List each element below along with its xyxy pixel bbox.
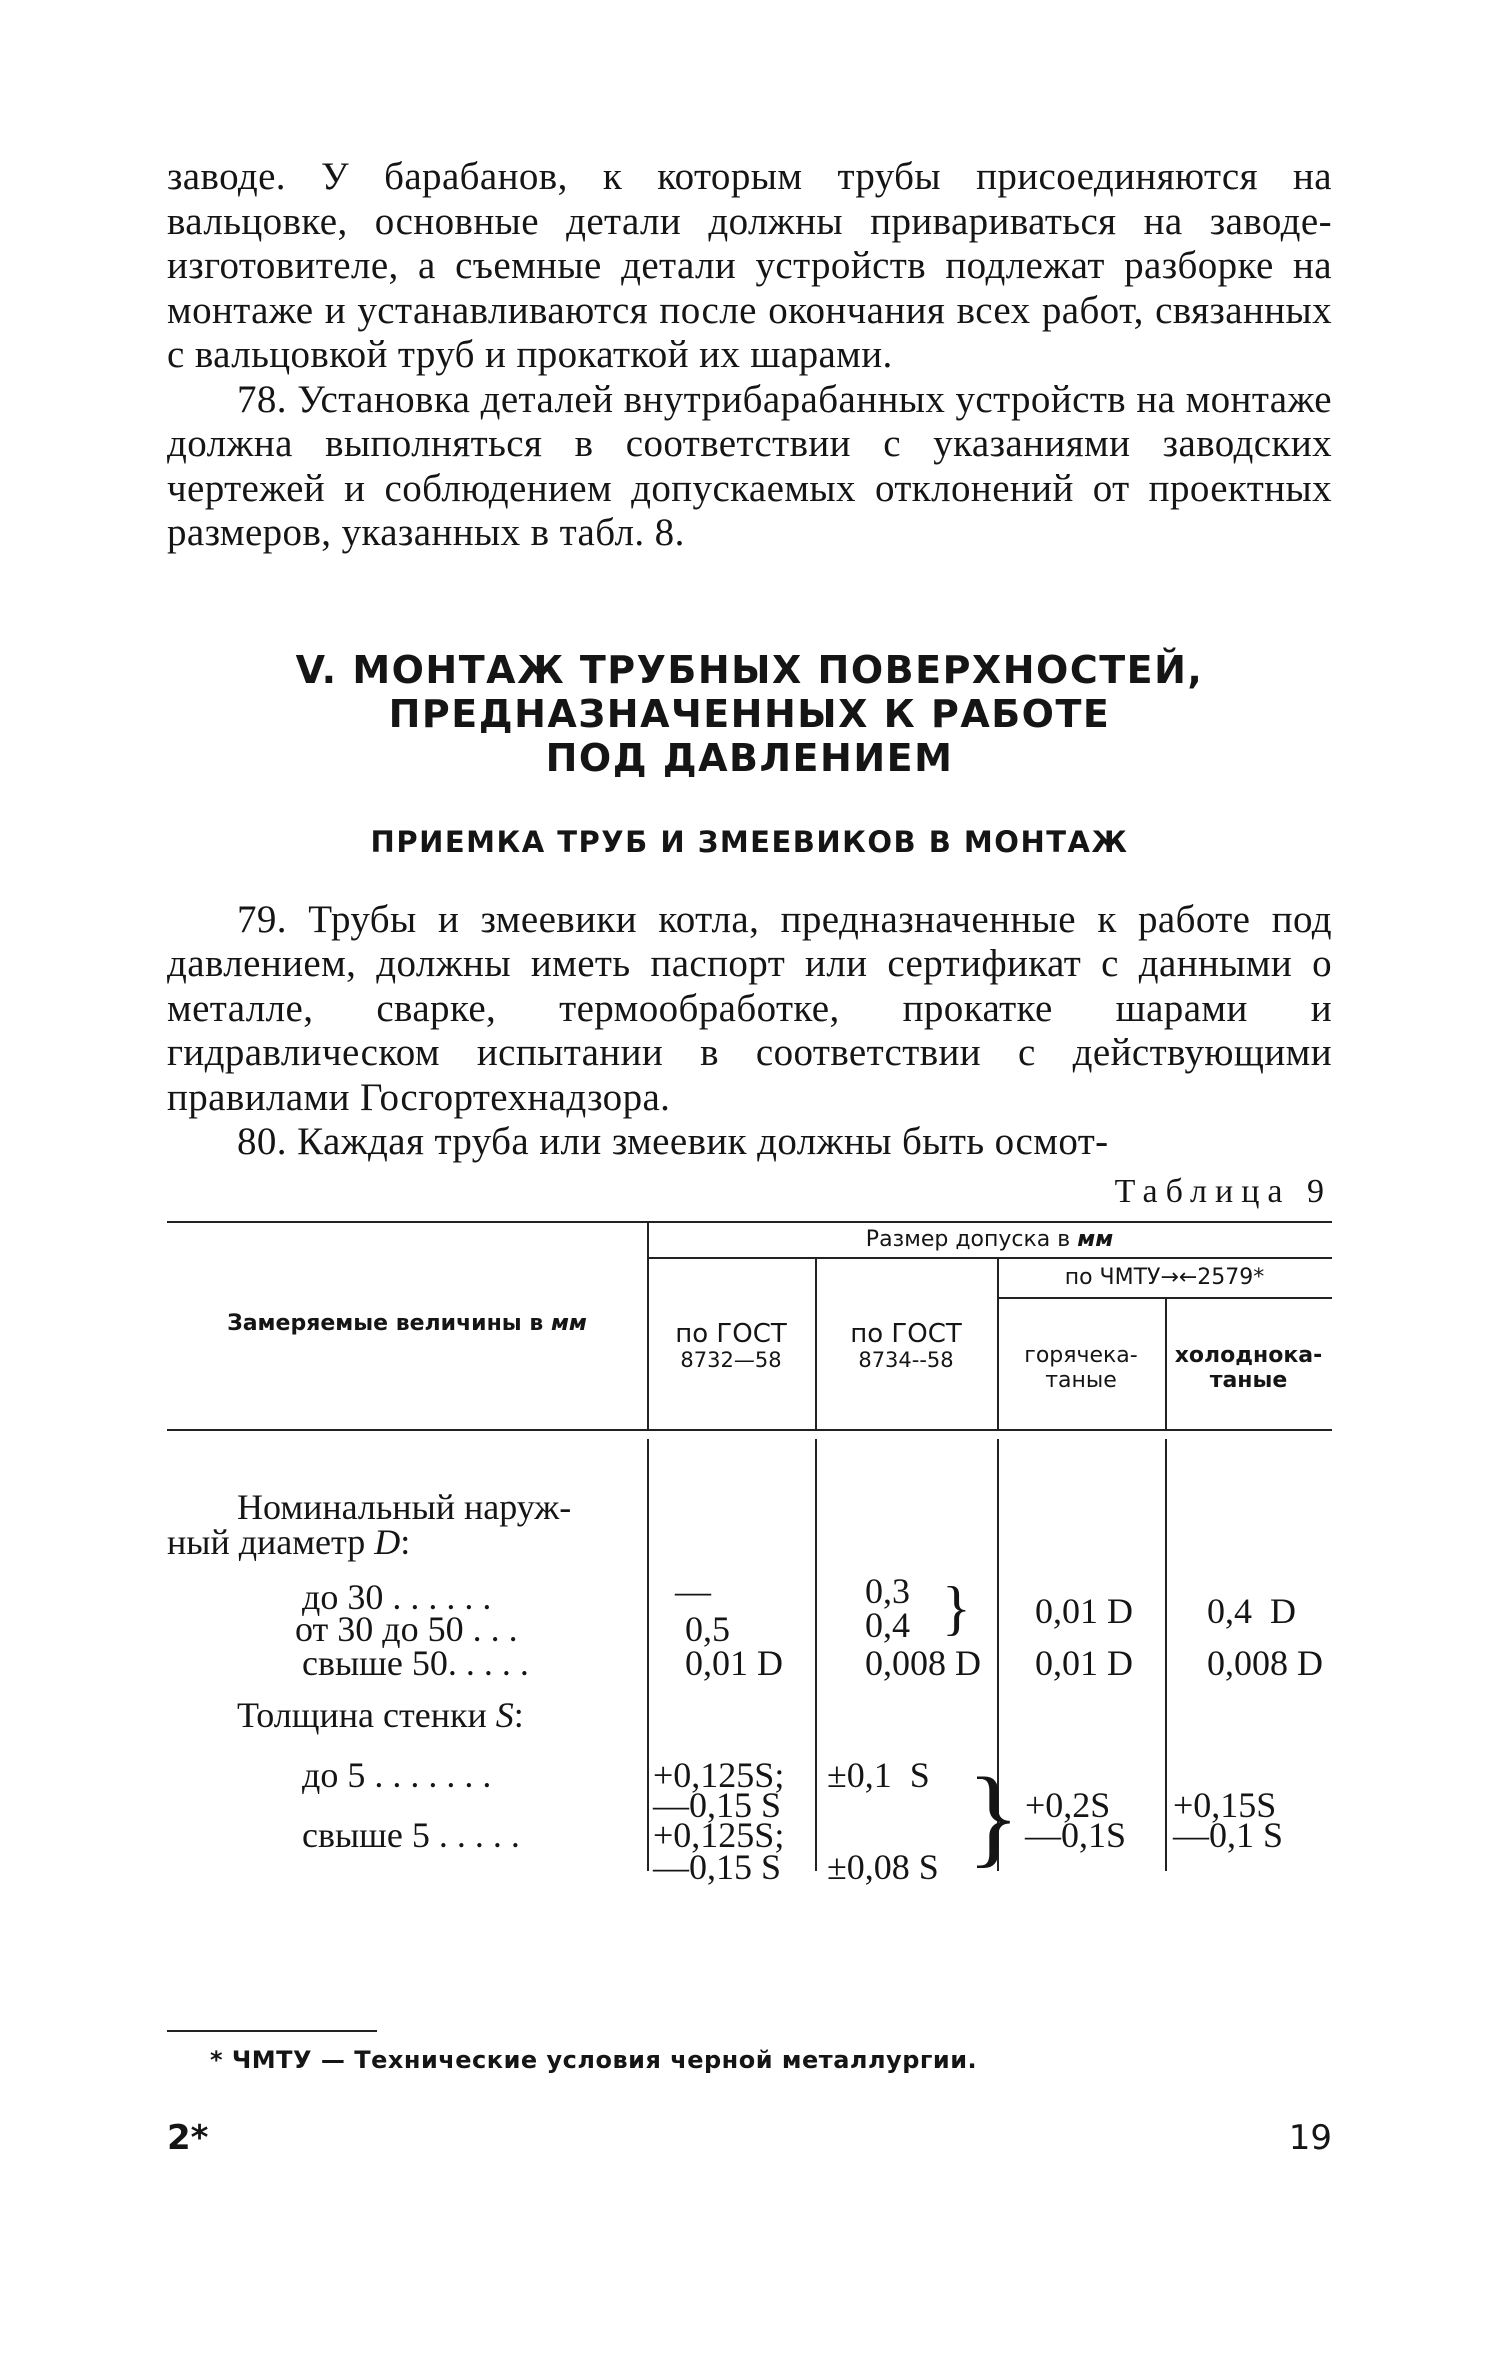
vline-body-4: [1165, 1439, 1167, 1871]
hot-diameter-top: 0,01 D: [1035, 1590, 1133, 1631]
page-body: [167, 155, 1332, 1887]
gost1-30-50: 0,5: [685, 1608, 730, 1649]
section-title-line-3: ПОД ДАВЛЕНИЕМ: [545, 735, 954, 780]
group-diameter-label-1: Номинальный наруж-: [237, 1486, 572, 1527]
table-header-rule-1: [647, 1257, 1332, 1259]
section-title: [167, 648, 1332, 780]
header-hot-rolled: горячека- таные: [1024, 1342, 1138, 1393]
paragraph-80: 80. Каждая труба или змеевик должны быть осмот-: [237, 1120, 1109, 1163]
section-title-line-2: ПРЕДНАЗНАЧЕННЫХ К РАБОТЕ: [388, 691, 1111, 736]
signature-mark: 2*: [167, 2118, 209, 2158]
footnote: * ЧМТУ — Технические условия черной металлургии.: [210, 2046, 978, 2074]
gost1-over-5-minus: —0,15 S: [653, 1846, 782, 1887]
paragraph-78: 78. Установка деталей внутрибарабанных устройств на монтаже должна выполняться в соответствии с указаниями заводских чертежей и соблюдением допускаемых отклонений от проектных размеров, указанных в табл. 8.: [167, 377, 1332, 554]
vline-body-1: [647, 1439, 649, 1871]
gost1-upto-5-minus: —0,15 S: [653, 1784, 782, 1825]
group-diameter-label-2: ный диаметр D:: [167, 1521, 411, 1562]
header-cold-rolled: холоднока- таные: [1174, 1342, 1323, 1393]
gost1-over-50: 0,01 D: [685, 1642, 783, 1683]
group-thickness-label: Толщина стенки S:: [237, 1694, 524, 1735]
table-header-bottom-rule: [167, 1429, 1332, 1431]
gost1-upto-5-plus: +0,125S;: [653, 1754, 785, 1795]
page-number: 19: [1288, 2118, 1332, 2158]
cold-thickness-minus: —0,1 S: [1173, 1814, 1284, 1855]
row-label-upto-5: до 5 . . . . . . .: [302, 1754, 492, 1795]
cold-diameter-top: 0,4 D: [1207, 1590, 1296, 1631]
section-title-line-1: V. МОНТАЖ ТРУБНЫХ ПОВЕРХНОСТЕЙ,: [295, 647, 1204, 692]
header-tolerance: Размер допуска в мм: [865, 1226, 1114, 1252]
header-gost-8732: по ГОСТ 8732—58: [675, 1318, 787, 1372]
gost2-thickness-bottom: ±0,08 S: [827, 1846, 939, 1887]
gost1-upto-30: —: [675, 1570, 711, 1611]
brace-diameter: }: [942, 1574, 971, 1641]
row-label-upto-30: до 30 . . . . . .: [302, 1576, 492, 1617]
row-label-over-50: свыше 50. . . . .: [302, 1642, 529, 1683]
paragraph-79: 79. Трубы и змеевики котла, предназначенные к работе под давлением, должны иметь паспорт или сертификат с данными о металле, сварке, термообработке, прокатке шарами и гидравлическом испытании в соответствии с действующими правилами Госгортехнадзора.: [167, 897, 1332, 1119]
cold-diameter-bottom: 0,008 D: [1207, 1642, 1323, 1683]
paragraph-continuation: заводе. У барабанов, к которым трубы присоединяются на вальцовке, основные детали должны привариваться на заводе-изготовителе, а съемные детали устройств подлежат разборке на монтаже и устанавливаются после окончания всех работ, связанных с вальцовкой труб и прокаткой их шарами.: [167, 155, 1332, 376]
cold-thickness-plus: +0,15S: [1173, 1784, 1277, 1825]
brace-thickness: }: [967, 1754, 1020, 1877]
footnote-rule: [167, 2030, 377, 2032]
gost2-over-50: 0,008 D: [865, 1642, 981, 1683]
header-gost-8734: по ГОСТ 8734--58: [850, 1318, 962, 1372]
vline-body-2: [815, 1439, 817, 1871]
hot-diameter-bottom: 0,01 D: [1035, 1642, 1133, 1683]
hot-thickness-plus: +0,2S: [1025, 1784, 1111, 1825]
row-label-over-5: свыше 5 . . . . .: [302, 1814, 520, 1855]
gost2-upto-30: 0,3: [865, 1570, 910, 1611]
header-chmtu: по ЧМТУ→←2579*: [1064, 1264, 1265, 1290]
row-label-30-50: от 30 до 50 . . .: [295, 1608, 518, 1649]
table-top-rule: [167, 1221, 1332, 1223]
gost2-thickness-top: ±0,1 S: [827, 1754, 930, 1795]
header-measured: Замеряемые величины в мм: [227, 1310, 587, 1336]
hot-thickness-minus: —0,1S: [1025, 1814, 1127, 1855]
table-caption: Таблица 9: [1114, 1172, 1332, 1210]
subsection-title: ПРИЕМКА ТРУБ И ЗМЕЕВИКОВ В МОНТАЖ: [370, 824, 1129, 859]
table-9: [167, 1221, 1332, 1887]
gost1-over-5-plus: +0,125S;: [653, 1814, 785, 1855]
gost2-30-50: 0,4: [865, 1604, 910, 1645]
